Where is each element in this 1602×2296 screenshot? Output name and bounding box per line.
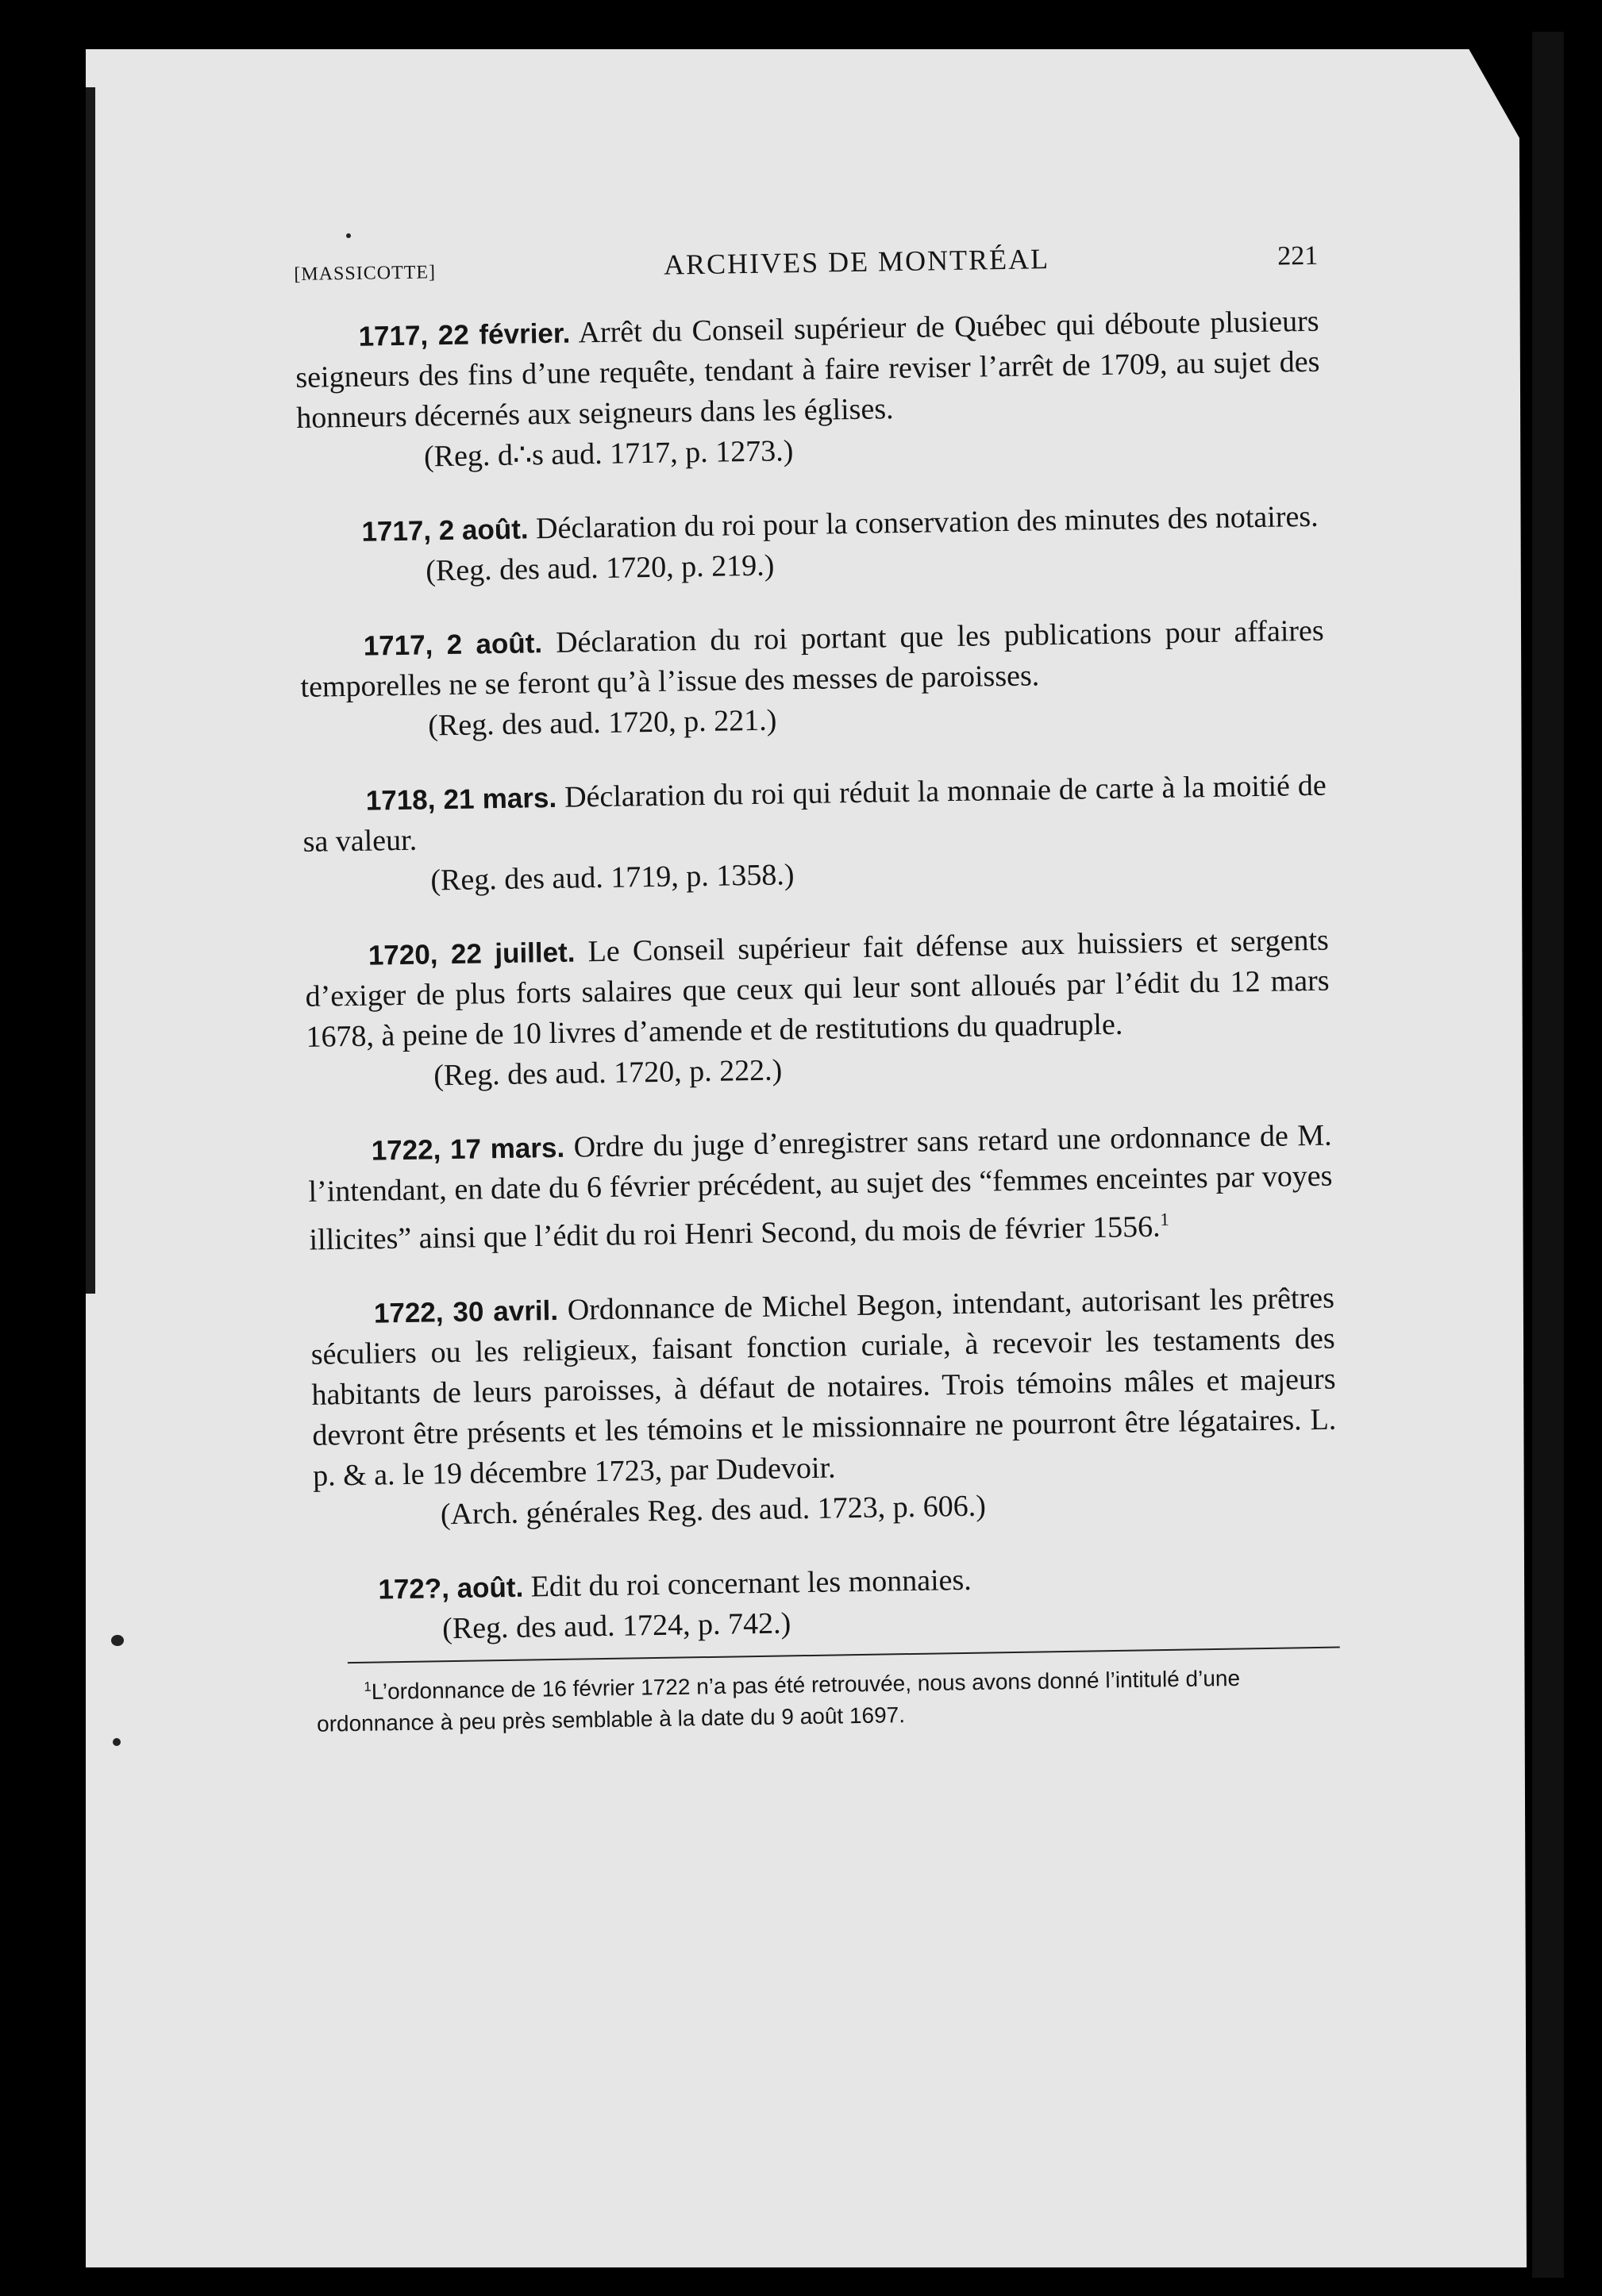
entry	[307, 1116, 1333, 1261]
entry-body: Déclaration du roi qui réduit la monnaie de carte à la moitié de sa valeur.	[302, 768, 1327, 859]
entry-date: 1720, 22 juillet.	[368, 936, 576, 971]
entry-reference: (Reg. d∴s aud. 1717, p. 1273.)	[423, 434, 794, 474]
binding-edge	[86, 87, 95, 1294]
entry-date: 1717, 2 août.	[363, 628, 543, 662]
entry	[299, 611, 1325, 748]
entry-reference: (Reg. des aud. 1720, p. 222.)	[433, 1053, 783, 1093]
entry-body: Déclaration du roi portant que les publications pour affaires temporelles ne se feront qu’à l’issue des messes de paroisses.	[300, 613, 1324, 704]
page-number: 221	[1277, 240, 1319, 271]
entry-body: Ordre du juge d’enregistrer sans retard une ordonnance de M. l’intendant, en date du 6 février précédent, au sujet des “femmes enceintes par voyes illicites” ainsi que l’édit du roi Henri Second, du mois de février 1556.	[308, 1118, 1333, 1257]
speck	[111, 1635, 124, 1646]
entry-text	[302, 766, 1327, 863]
entry	[305, 921, 1331, 1098]
speck	[113, 1738, 121, 1746]
entry-body: Arrêt du Conseil supérieur de Québec qui déboute plusieurs seigneurs des fins d’une requête, tendant à faire reviser l’arrêt de 1709, au sujet des honneurs décernés aux seigneurs dans les églises.	[295, 304, 1320, 435]
footnote-marker: 1	[1160, 1209, 1170, 1230]
entry-text	[310, 1278, 1338, 1496]
entry-body: Edit du roi concernant les monnaies.	[522, 1563, 972, 1604]
entry-body: Déclaration du roi pour la conservation des minutes des notaires.	[528, 499, 1319, 546]
entry-reference: (Reg. des aud. 1720, p. 221.)	[428, 703, 777, 743]
entry-date: 1722, 30 avril.	[373, 1294, 559, 1329]
entry-body: Le Conseil supérieur fait défense aux huissiers et sergents d’exiger de plus forts salaires que ceux qui leur sont alloués par l’édit du 12 mars 1678, à peine de 10 livres d’amende et de restitutions du quadruple.	[305, 923, 1330, 1054]
scan-border	[1532, 32, 1564, 2278]
speck	[346, 233, 351, 238]
entry-text	[299, 611, 1324, 708]
entry-date: 1722, 17 mars.	[371, 1132, 565, 1167]
entry-text	[307, 1116, 1333, 1261]
entry	[310, 1278, 1338, 1536]
entry	[298, 497, 1323, 594]
header-title: ARCHIVES DE MONTRÉAL	[663, 243, 1050, 281]
entry-date: 172?, août.	[378, 1571, 524, 1606]
footnote-number: 1	[364, 1679, 372, 1694]
entry-reference: (Reg. des aud. 1719, p. 1358.)	[430, 858, 795, 898]
entry-text	[305, 921, 1331, 1058]
entry-text	[295, 302, 1320, 439]
entry-date: 1717, 22 février.	[358, 317, 571, 352]
entry-reference: (Reg. des aud. 1720, p. 219.)	[425, 548, 775, 588]
entry-reference: (Arch. générales Reg. des aud. 1723, p. 606.)	[440, 1489, 987, 1531]
entry	[302, 766, 1327, 903]
entry	[295, 302, 1321, 479]
entry-body: Ordonnance de Michel Begon, intendant, autorisant les prêtres séculiers ou les religieux, faisant fonction curiale, à recevoir les testaments des habitants de leurs paroisses, à défaut de notaires. Trois témoins mâles et majeurs devront être présents et les témoins et le missionnaire ne pourront être légataires. L. p. & a. le 19 décembre 1723, par Dudevoir.	[310, 1281, 1337, 1493]
entry-date: 1718, 21 mars.	[365, 782, 557, 817]
entry-reference: (Reg. des aud. 1724, p. 742.)	[441, 1606, 791, 1645]
header-author: [MASSICOTTE]	[294, 262, 437, 285]
page-content	[294, 238, 1341, 1740]
footnote-text: L’ordonnance de 16 février 1722 n’a pas été retrouvée, nous avons donné l’intitulé d’une ordonnance à peu près semblable à la date du 9 août 1697.	[316, 1665, 1241, 1736]
entry	[314, 1554, 1339, 1651]
entry-date: 1717, 2 août.	[361, 513, 529, 548]
